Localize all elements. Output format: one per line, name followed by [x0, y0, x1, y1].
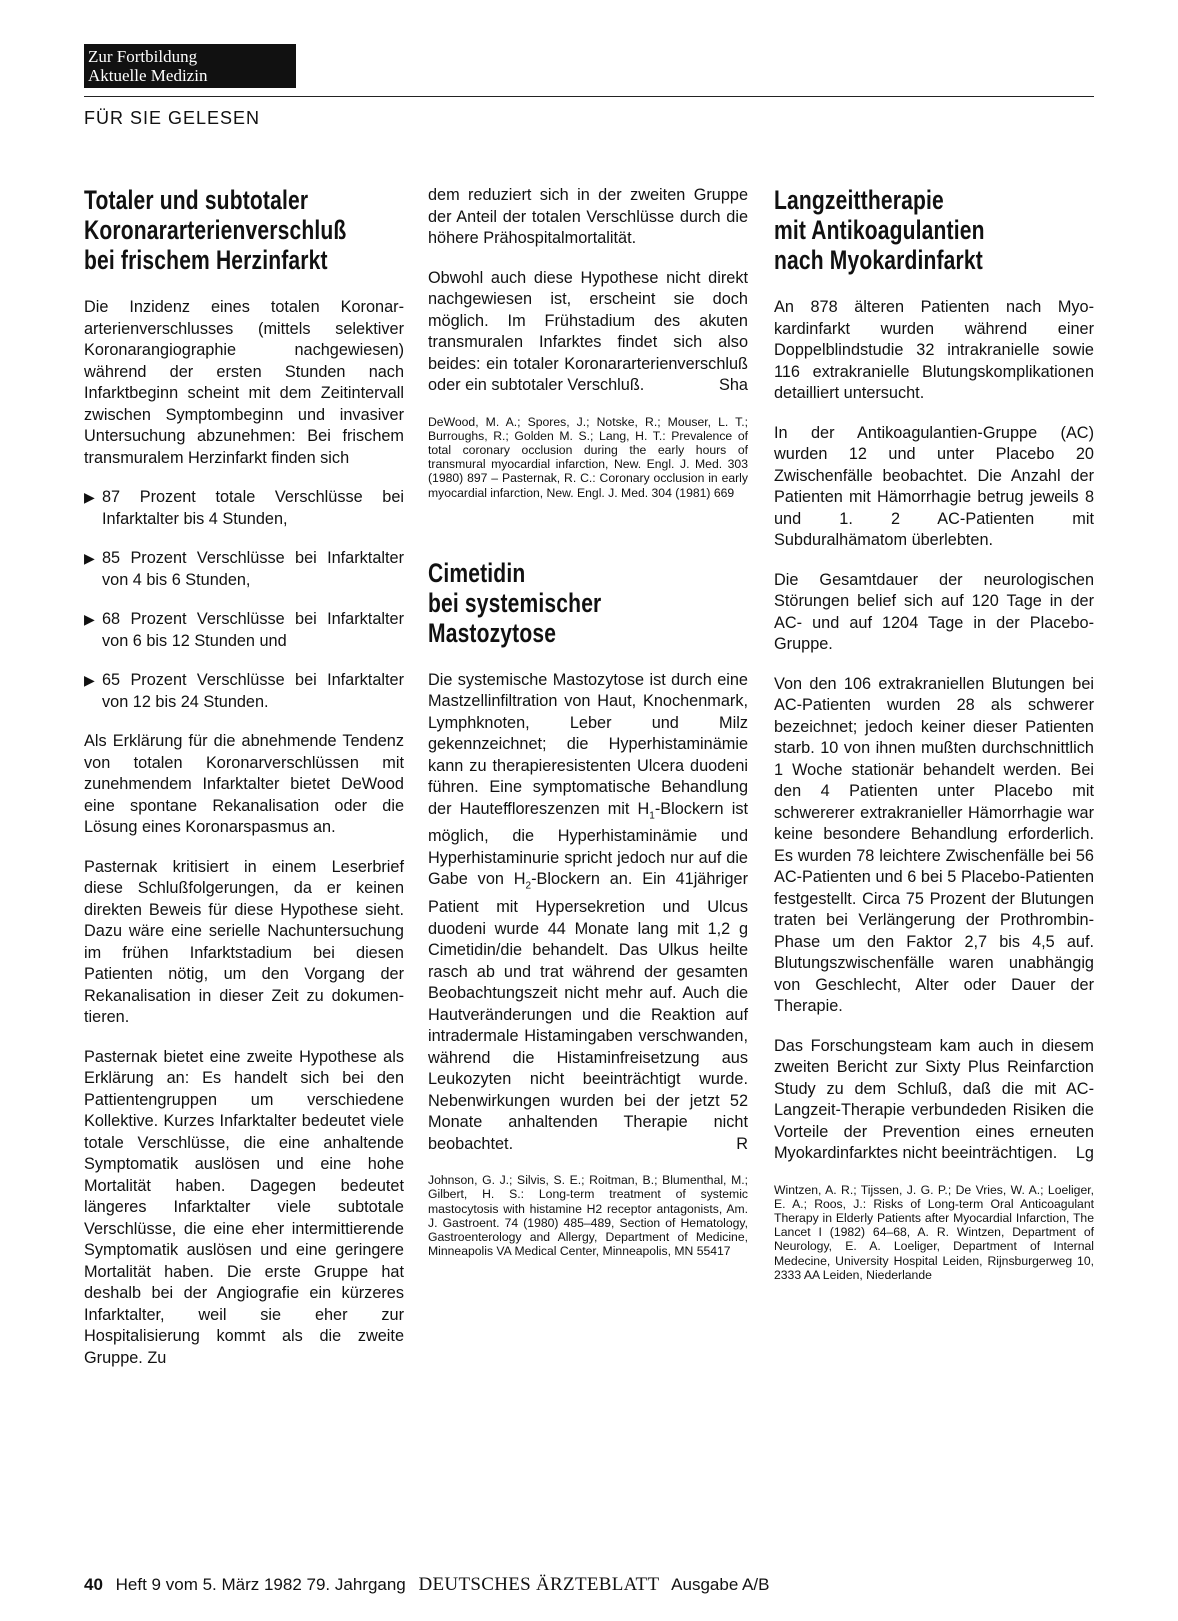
article1-paragraph-4: Pasternak bietet eine zweite Hypothese als Erklärung an: Es handelt sich bei den Pattientengruppen um verschiedene Kollektive. Kurzes Infarktalter bedeutet viele totale Verschlüsse, die eine anhaltende Symptomatik auslösen und eine hohe Mortalität haben. Dagegen bedeutet längeres Infarktalter viele subtotale Verschlüsse, die eine eher intermittierende Symptomatik auslösen und eine geringere Mortalität haben. Die erste Gruppe hat deshalb bei der Angiografie ein kürzeres Infarktalter, weil sie eher zur Hospitalisierung kommt als die zweite Gruppe. Zu	[84, 1047, 404, 1367]
article3-title: Langzeittherapie mit Antikoagulantien nach Myokardinfarkt	[774, 185, 985, 275]
article1-paragraph-1: Die Inzidenz eines totalen Koronararterienverschlusses (mittels selektiver Koronarangiographie nachgewiesen) während der ersten Stunden nach Infarktbeginn scheint mit dem Zeitintervall zwischen Symptombeginn und invasiver Untersuchung abzunehmen: Bei frischem transmuralem Herzinfarkt finden sich	[84, 298, 404, 467]
article1-paragraph-2: Als Erklärung für die abnehmende Tendenz von totalen Koronarverschlüssen mit zunehmendem Infarktalter bietet DeWood eine spontane Rekanalisation oder die Lösung eines Koronarspasmus an.	[84, 732, 404, 836]
bullet-text: 85 Prozent Verschlüsse bei Infarktalter von 4 bis 6 Stunden,	[102, 549, 404, 589]
bullet-text: 65 Prozent Verschlüsse bei Infarktalter von 12 bis 24 Stunden.	[102, 671, 404, 711]
top-rule	[84, 96, 1094, 97]
section-label: FÜR SIE GELESEN	[84, 108, 261, 128]
column-3	[774, 185, 1094, 1300]
article2-title: Cimetidin bei systemischer Mastozytose	[428, 557, 602, 648]
bullet-text: 68 Prozent Verschlüsse bei Infarktalter von 6 bis 12 Stunden und	[102, 610, 404, 650]
triangle-bullet-icon: ▶	[84, 611, 95, 627]
section-banner-line2: Aktuelle Medizin	[88, 66, 208, 85]
article3-reference: Wintzen, A. R.; Tijssen, J. G. P.; De Vries, W. A.; Loeliger, E. A.; Roos, J.: Risks of Long-term Oral Anticoagulant Therapy in Elderly Patients after Myocardial Infarction, The Lancet I (1982) 64–68, A. R. Wintzen, Department of Neurology, E. A. Loeliger, Department of Internal Medecine, University Hospital Leiden, Rijnsburgerweg 10, 2333 AA Leiden, Niederlande	[774, 1182, 1094, 1282]
journal-name: DEUTSCHES ÄRZTEBLATT	[418, 1574, 660, 1595]
article1-paragraph-6: Obwohl auch diese Hypothese nicht direkt nachgewiesen ist, erscheint sie doch möglich. Im Frühstadium des akuten transmuralen Infarktes findet sich also beides: ein totaler Koronararterienverschluß oder ein subtotaler Verschluß. Sha	[428, 268, 748, 397]
article3-paragraph-1: An 878 älteren Patienten nach Myokardinfarkt wurden während einer Doppelblindstudie 32 intrakranielle sowie 116 extrakranielle Blutungskomplikationen detailliert untersucht.	[774, 298, 1094, 402]
article3-signature: Lg	[1075, 1144, 1094, 1162]
article3-paragraph-5: Das Forschungsteam kam auch in diesem zweiten Bericht zur Sixty Plus Reinfarction Study zu dem Schluß, daß die mit AC-Langzeit-Therapie verbundeden Risiken die Vorteile der Prevention eines erneuten Myokardinfarktes nicht beeinträchtigen. Lg	[774, 1036, 1094, 1165]
triangle-bullet-icon: ▶	[84, 672, 95, 688]
article2-signature: R	[736, 1134, 748, 1153]
triangle-bullet-icon: ▶	[84, 550, 95, 566]
bullet-text: 87 Prozent totale Verschlüsse bei Infarktalter bis 4 Stunden,	[102, 488, 404, 528]
issue-info: Heft 9 vom 5. März 1982 79. Jahrgang	[115, 1575, 406, 1594]
article3-paragraph-4: Von den 106 extrakraniellen Blutungen bei AC-Patienten wurden 28 als schwerer bezeichnet; jedoch keiner dieser Patienten starb. 10 von ihnen mußten durchschnittlich 1 Woche stationär behandelt werden. Bei den 4 Patienten unter Placebo mit schwererer extrakranieller Hämorrhagie war keine besondere Behandlung erforderlich. Es wurden 78 leichtere Zwischenfälle bei 56 AC-Patienten und 6 bei 5 Placebo-Patienten festgestellt. Circa 75 Prozent der Blutungen traten bei Verlängerung der Prothrombin-Phase um den Faktor 2,7 bis 4,5 auf. Blutungszwischenfälle waren unabhängig von Geschlecht, Alter oder Dauer der Therapie.	[774, 674, 1094, 1015]
article3-paragraph-2: In der Antikoagulantien-Gruppe (AC) wurden 12 und unter Placebo 20 Zwischenfälle beobachtet. Die Anzahl der Patienten mit Hämorrhagie betrug jeweils 8 und 1. 2 AC-Patienten mit Subduralhämatom überlebten.	[774, 423, 1094, 549]
page-footer	[84, 1574, 769, 1596]
article1-bullet-3	[84, 609, 404, 652]
article2-paragraph-1: Die systemische Mastozytose ist durch eine Mastzellinfiltration von Haut, Knochenmark, Lymphknoten, Leber und Milz gekennzeichnet; die Hyperhistaminämie kann zu therapieresistenten Ulcera duodeni führen. Eine symptomatische Behandlung der Hauteffloreszenzen mit $H_1$-Blockern ist möglich, die Hyperhistaminämie und Hyperhistaminurie spricht jedoch nur auf die Gabe von $H_2$-Blockern an. Ein 41jähriger Patient mit Hypersekretion und Ulcus duodeni wurde 44 Monate lang mit 1,2 g Cimetidin/die behandelt. Das Ulkus heilte rasch ab und trat während der gesamten Beobachtungszeit nicht mehr auf. Auch die Hautveränderungen und die Reaktion auf intradermale Histamingaben verschwanden, während die Histaminfreisetzung aus Leukozyten nicht beeinträchtigt wurde. Nebenwirkungen wurden bei der jetzt 52 Monate anhaltenden Therapie nicht beobachtet. R	[428, 670, 748, 1156]
article1-reference: DeWood, M. A.; Spores, J.; Notske, R.; Mouser, L. T.; Burroughs, R.; Golden M. S.; Lang, H. T.: Prevalence of total coronary occlusion during the early hours of transmural myocardial infarction, New. Engl. J. Med. 303 (1980) 897 – Pasternak, R. C.: Coronary occlusion in early myocardial infarction, New. Engl. J. Med. 304 (1981) 669	[428, 414, 748, 500]
column-1	[84, 185, 404, 1387]
article1-paragraph-5: dem reduziert sich in der zweiten Gruppe der Anteil der totalen Verschlüsse durch die höhere Prähospitalmortalität.	[428, 186, 748, 247]
article1-bullet-1	[84, 487, 404, 530]
section-banner-line1: Zur Fortbildung	[88, 47, 198, 66]
article3-paragraph-3: Die Gesamtdauer der neurologischen Störungen belief sich auf 120 Tage in der AC- und auf 1204 Tage in der Placebo-Gruppe.	[774, 570, 1094, 653]
article1-signature: Sha	[719, 376, 748, 394]
article1-bullet-4	[84, 670, 404, 713]
article1-paragraph-3: Pasternak kritisiert in einem Leserbrief diese Schlußfolgerungen, da er keinen direkten Beweis für diese Hypothese sieht. Dazu wäre eine serielle Nachuntersuchung im frühen Infarktstadium bei diesen Patienten nötig, um den Vorgang der Rekanalisation in dieser Zeit zu dokumentieren.	[84, 857, 404, 1026]
column-2	[428, 185, 748, 1276]
section-banner	[84, 44, 296, 88]
page-number: 40	[84, 1575, 103, 1594]
triangle-bullet-icon: ▶	[84, 489, 95, 505]
article1-bullet-2	[84, 548, 404, 591]
article2-reference: Johnson, G. J.; Silvis, S. E.; Roitman, B.; Blumenthal, M.; Gilbert, H. S.: Long-term treatment of systemic mastocytosis with histamine H2 receptor antagonists, Am. J. Gastroent. 74 (1980) 485–489, Section of Hematology, Gastroenterology and Allergy, Department of Medicine, Minneapolis VA Medical Center, Minneapolis, MN 55417	[428, 1173, 748, 1259]
article1-title: Totaler und subtotaler Koronararterienverschluß bei frischem Herzinfarkt	[84, 185, 347, 275]
edition-info: Ausgabe A/B	[671, 1575, 770, 1594]
